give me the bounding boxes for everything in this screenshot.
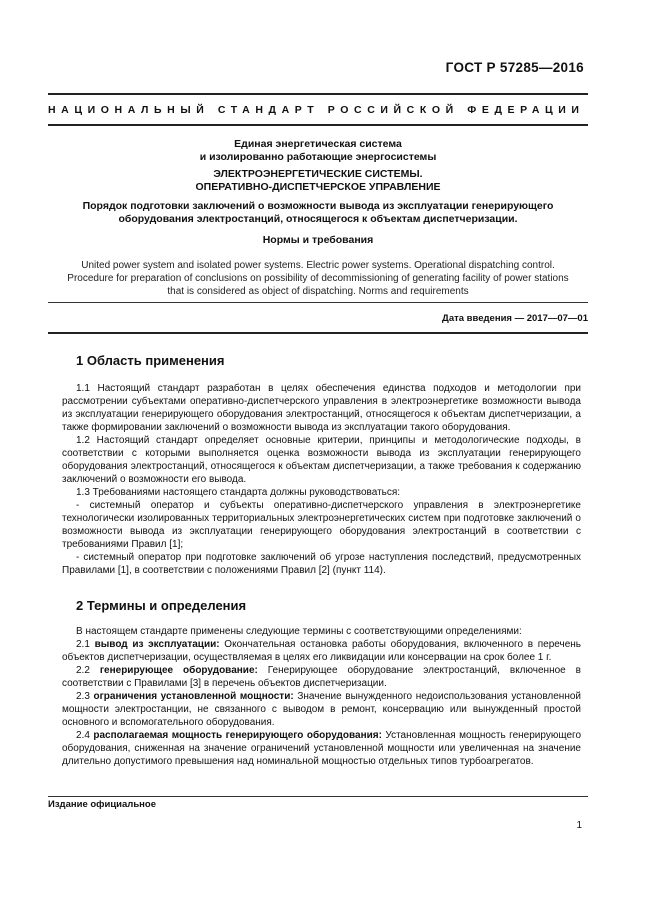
- term-2-3-definition: Значение вынужденного недоиспользования установленной мощности электростанции, не связанного с выводом в ремонт, консервацию или вынужденный простой основного и вспомогательного оборудования.: [62, 691, 581, 728]
- english-title-line-3: that is considered as object of dispatching. Norms and requirements: [167, 286, 469, 297]
- english-title-line-1: United power system and isolated power systems. Electric power systems. Operational dispatching control.: [81, 260, 555, 271]
- term-2-4-definition: Установленная мощность генерирующего оборудования, сниженная на значение ограничений установленной мощности или увеличенная на значение длительно допустимого превышения над номинальной мощностью отдельных типов турбоагрегатов.: [62, 730, 582, 767]
- paragraph-1-3-item-1: - системный оператор и субъекты оперативно-диспетчерского управления в электроэнергетике технологически изолированных территориальных электроэнергетических систем при подготовке заключений о возможности вывода из эксплуатации генерирующего оборудования электростанций в соответствии с требованиями Правил [1];: [62, 500, 581, 550]
- paragraph-1-2: 1.2 Настоящий стандарт определяет основные критерии, принципы и методологические подходы, в соответствии с которыми выполняется оценка возможности вывода из эксплуатации генерирующего оборудования электростанций, относящегося к объектам диспетчеризации, а также требования к содержанию заключений о возможности его вывода.: [62, 435, 581, 485]
- title-line-1: Единая энергетическая система: [234, 138, 402, 150]
- term-2-1: [62, 638, 581, 664]
- section-1-heading: 1 Область применения: [76, 353, 225, 368]
- title-rule: [48, 302, 588, 303]
- title-line-3: ЭЛЕКТРОЭНЕРГЕТИЧЕСКИЕ СИСТЕМЫ.: [213, 168, 423, 180]
- term-2-1-number: 2.1: [76, 639, 90, 650]
- title-block-1: [48, 138, 588, 164]
- term-2-3-number: 2.3: [76, 691, 90, 702]
- paragraph-1-3: 1.3 Требованиями настоящего стандарта должны руководствоваться:: [76, 487, 401, 498]
- section-2-body: [62, 625, 581, 768]
- term-2-2-name: генерирующее оборудование:: [99, 665, 258, 676]
- term-2-4: [62, 729, 581, 768]
- term-2-1-definition: Окончательная остановка работы оборудования, включенного в перечень объектов диспетчеризации, осуществляемая в целях его ликвидации или консервации на срок более 1 г.: [62, 639, 582, 663]
- term-2-2-number: 2.2: [76, 665, 90, 676]
- section-2-heading: 2 Термины и определения: [76, 598, 247, 613]
- title-line-4: ОПЕРАТИВНО-ДИСПЕТЧЕРСКОЕ УПРАВЛЕНИЕ: [195, 181, 441, 193]
- english-title-line-2: Procedure for preparation of conclusions on possibility of decommissioning of generating facility of power stations: [67, 273, 569, 284]
- term-2-3: [62, 690, 581, 729]
- terms-intro: В настоящем стандарте применены следующие термины с соответствующими определениями:: [76, 626, 522, 637]
- footer-rule: [48, 796, 588, 797]
- term-2-3-name: ограничения установленной мощности:: [93, 691, 294, 702]
- national-standard-banner: НАЦИОНАЛЬНЫЙ СТАНДАРТ РОССИЙСКОЙ ФЕДЕРАЦИИ: [48, 104, 585, 116]
- standard-id: ГОСТ Р 57285—2016: [445, 60, 584, 75]
- term-2-1-name: вывод из эксплуатации:: [94, 639, 220, 650]
- term-2-2: [62, 664, 581, 690]
- english-title: [48, 259, 588, 298]
- paragraph-1-1: 1.1 Настоящий стандарт разработан в целях обеспечения единства подходов и методологии при рассмотрении субъектами оперативно-диспетчерского управления в электроэнергетике возможности вывода из эксплуатации генерирующего оборудования электростанций, относящегося к объектам диспетчеризации, а также формировании заключений о возможности вывода из эксплуатации такого оборудования.: [62, 383, 581, 433]
- top-rule: [48, 93, 588, 95]
- page-number: 1: [576, 820, 582, 831]
- title-block-2: [48, 168, 588, 194]
- title-line-6: оборудования электростанций, относящегося к объектам диспетчеризации.: [118, 213, 518, 225]
- term-2-4-name: располагаемая мощность генерирующего оборудования:: [93, 730, 382, 741]
- official-edition-label: Издание официальное: [48, 799, 156, 810]
- title-block-3: [48, 200, 588, 226]
- title-line-2: и изолированно работающие энергосистемы: [199, 151, 437, 163]
- section-1-body: [62, 382, 581, 577]
- title-line-5: Порядок подготовки заключений о возможности вывода из эксплуатации генерирующего: [82, 200, 554, 212]
- term-2-4-number: 2.4: [76, 730, 90, 741]
- term-2-2-definition: Генерирующее оборудование электростанций, включенное в соответствии с Правилами [3] в перечень объектов диспетчеризации.: [62, 665, 581, 689]
- introduction-date: Дата введения — 2017—07—01: [442, 313, 588, 324]
- title-line-7: Нормы и требования: [262, 234, 374, 246]
- paragraph-1-3-item-2: - системный оператор при подготовке заключений об угрозе наступления последствий, предусмотренных Правилами [1], в соответствии с положениями Правил [2] (пункт 114).: [62, 552, 581, 576]
- banner-rule: [48, 124, 588, 126]
- date-rule: [48, 332, 588, 334]
